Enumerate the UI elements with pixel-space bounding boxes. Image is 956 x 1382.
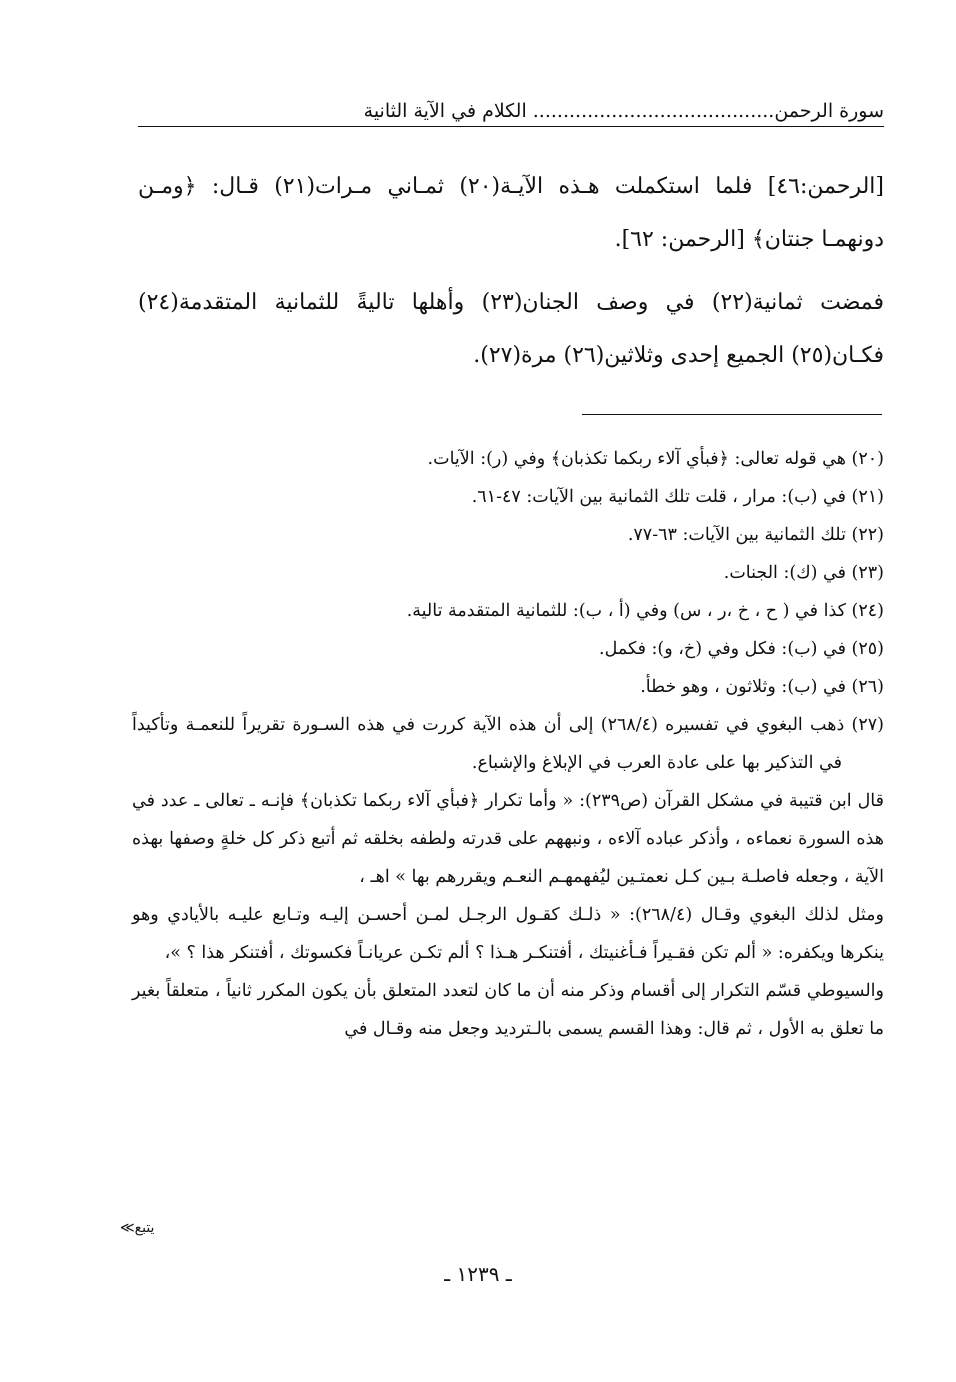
footnote-continuation-2: ومثل لذلك البغوي وقـال (٢٦٨/٤): « ذلـك كقـول الرجـل لمـن أحسـن إليـه وتـابع عليـه بالأيادي وهو ينكرها ويكفره: « ألم تكن فقـيراً فـأغنيتك ، أفتنكـر هـذا ؟ ألم تكـن عريانـاً فكسوتك ، أفتنكر هذا ؟ »،: [132, 905, 884, 963]
body-paragraph-1: [الرحمن:٤٦] فلما استكملت هـذه الآيـة(٢٠) ثمـاني مـرات(٢١) قـال: ﴿ومـن دونهمـا جنتان﴾ [الرحمن: ٦٢].: [138, 174, 884, 252]
footnote-21: (٢١) في (ب): مرار ، قلت تلك الثمانية بين الآيات: ٤٧-٦١.: [471, 487, 884, 507]
main-text: [138, 160, 884, 392]
page-number: ـ ١٢٣٩ ـ: [444, 1262, 512, 1286]
body-paragraph-2: فمضت ثمانية(٢٢) في وصف الجنان(٢٣) وأهلها تاليةً للثمانية المتقدمة(٢٤) فكـان(٢٥) الجميع إحدى وثلاثين(٢٦) مرة(٢٧).: [138, 290, 885, 368]
footnote-23: (٢٣) في (ك): الجنات.: [723, 563, 884, 583]
footnote-22: (٢٢) تلك الثمانية بين الآيات: ٦٣-٧٧.: [627, 525, 884, 545]
footnote-27: (٢٧) ذهب البغوي في تفسيره (٢٦٨/٤) إلى أن هذه الآية كررت في هذه السـورة تقريراً للنعمـة وتأكيداً في التذكير بها على عادة العرب في الإبلاغ والإشباع.: [132, 715, 884, 773]
footnote-20: (٢٠) هي قوله تعالى: ﴿فبأي آلاء ربكما تكذبان﴾ وفي (ر): الآيات.: [427, 449, 884, 469]
footnote-24: (٢٤) كذا في ( ح ، خ ،ر ، س) وفي (أ ، ب): للثمانية المتقدمة تالية.: [406, 601, 884, 621]
footnote-separator: [582, 414, 882, 415]
footnote-continuation-3: والسيوطي قسّم التكرار إلى أقسام وذكر منه أن ما كان لتعدد المتعلق بأن يكون المكرر ثانياً ، متعلقاً بغير ما تعلق به الأول ، ثم قال: وهذا القسم يسمى بالـترديد وجعل منه وقـال في: [132, 981, 884, 1039]
footnote-continuation-1: قال ابن قتيبة في مشكل القرآن (ص٢٣٩): « وأما تكرار ﴿فبأي آلاء ربكما تكذبان﴾ فإنـه ـ تعالى ـ عدد في هذه السورة نعماءه ، وأذكر عباده آلاءه ، ونبههم على قدرته ولطفه بخلقه ثم أتبع ذكر كل خلةٍ وصفها بهذه الآية ، وجعله فاصلـة بـين كـل نعمتـين ليُفهمهـم النعـم ويقررهم بها » اهـ ،: [132, 791, 884, 887]
footnote-25: (٢٥) في (ب): فكل وفي (خ، و): فكمل.: [599, 639, 884, 659]
header-title: سورة الرحمن........................................ الكلام في الآية الثانية: [363, 100, 884, 122]
footnotes: [132, 440, 884, 1048]
footnote-26: (٢٦) في (ب): وثلاثون ، وهو خطأ.: [640, 677, 884, 697]
running-header: [138, 100, 884, 127]
continued-marker: يتبع≫: [120, 1220, 155, 1236]
